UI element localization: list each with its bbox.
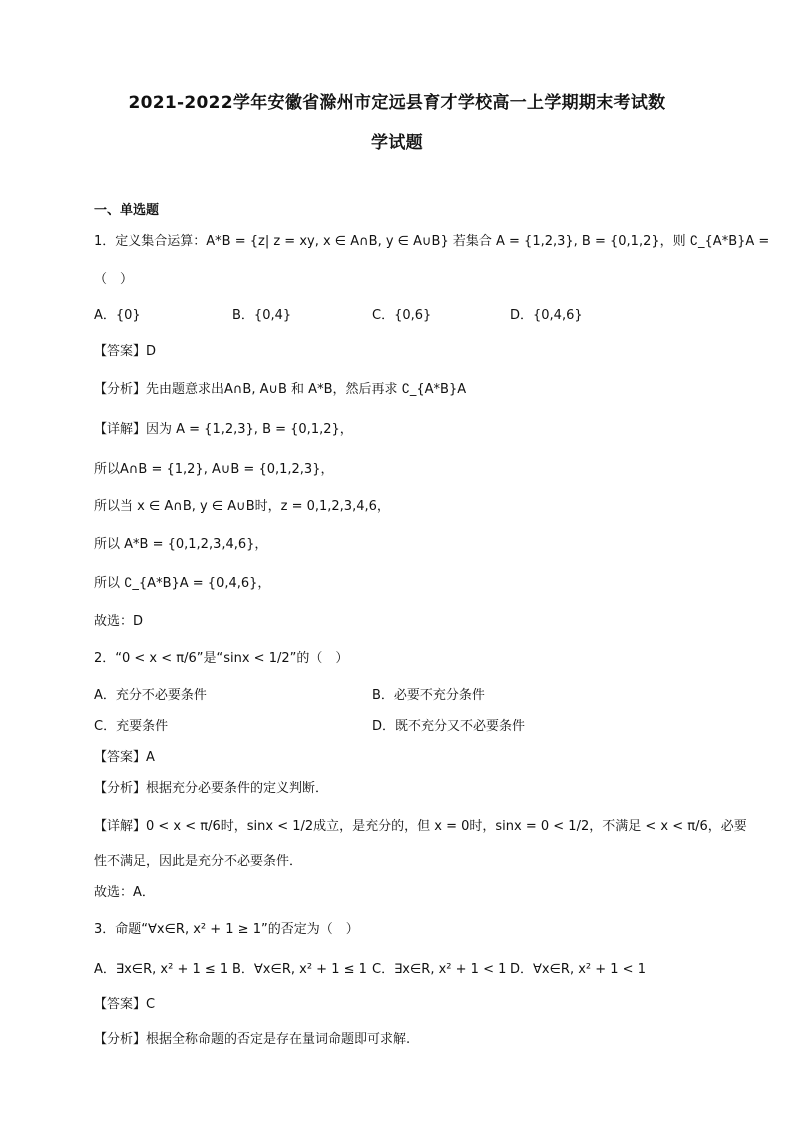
- q1-detail-6: 故选：D: [94, 614, 144, 629]
- q2-analysis: 【分析】根据充分必要条件的定义判断．: [94, 781, 329, 796]
- q2-detail-2: 性不满足，因此是充分不必要条件．: [94, 854, 303, 869]
- q1-option-d: D．{0,4,6}: [510, 308, 583, 323]
- q2-detail-1: 【详解】0 < x < π/6时，sinx < 1/2成立，是充分的，但 x = 0时，sinx = 0 < 1/2，不满足 < x < π/6，必要: [94, 819, 747, 834]
- q3-option-d: D．∀x∈R, x² + 1 < 1: [510, 962, 646, 977]
- q3-analysis: 【分析】根据全称命题的否定是存在量词命题即可求解.: [94, 1032, 411, 1047]
- q3-option-b: B．∀x∈R, x² + 1 ≤ 1: [232, 962, 367, 977]
- q1-detail-1: 【详解】因为 A = {1,2,3}, B = {0,1,2}，: [94, 422, 353, 437]
- q2-option-d: D．既不充分又不必要条件: [372, 719, 526, 734]
- q1-stem: 1．定义集合运算：A*B = {z| z = xy, x ∈ A∩B, y ∈ A∪B} 若集合 A = {1,2,3}, B = {0,1,2}，则 ∁_{A*B}A =: [94, 234, 770, 249]
- q1-detail-4: 所以 A*B = {0,1,2,3,4,6}，: [94, 537, 268, 552]
- q3-option-a: A．∃x∈R, x² + 1 ≤ 1: [94, 962, 229, 977]
- q1-option-a: A．{0}: [94, 308, 141, 323]
- q1-detail-5: 所以 ∁_{A*B}A = {0,4,6}，: [94, 576, 271, 591]
- q2-answer: 【答案】A: [94, 750, 155, 765]
- q1-detail-2: 所以A∩B = {1,2}, A∪B = {0,1,2,3}，: [94, 462, 334, 477]
- q2-option-c: C．充要条件: [94, 719, 169, 734]
- q2-choose: 故选：A．: [94, 885, 155, 900]
- q3-option-c: C．∃x∈R, x² + 1 < 1: [372, 962, 507, 977]
- q1-analysis: 【分析】先由题意求出A∩B, A∪B 和 A*B，然后再求 ∁_{A*B}A: [94, 382, 467, 397]
- document-title-line-2: 学试题: [371, 133, 423, 153]
- q2-stem: 2．“0 < x < π/6”是“sinx < 1/2”的（ ）: [94, 651, 349, 666]
- q1-option-b: B．{0,4}: [232, 308, 292, 323]
- q2-option-a: A．充分不必要条件: [94, 688, 207, 703]
- q3-answer: 【答案】C: [94, 997, 156, 1012]
- q3-stem: 3．命题“∀x∈R, x² + 1 ≥ 1”的否定为（ ）: [94, 922, 359, 937]
- q1-detail-3: 所以当 x ∈ A∩B, y ∈ A∪B时，z = 0,1,2,3,4,6，: [94, 499, 390, 514]
- section-heading: 一、单选题: [94, 203, 160, 218]
- q1-paren: （ ）: [94, 272, 134, 287]
- q2-option-b: B．必要不充分条件: [372, 688, 485, 703]
- document-title-line-1: 2021-2022学年安徽省滁州市定远县育才学校高一上学期期末考试数: [128, 93, 666, 113]
- q1-answer: 【答案】D: [94, 344, 157, 359]
- q1-option-c: C．{0,6}: [372, 308, 432, 323]
